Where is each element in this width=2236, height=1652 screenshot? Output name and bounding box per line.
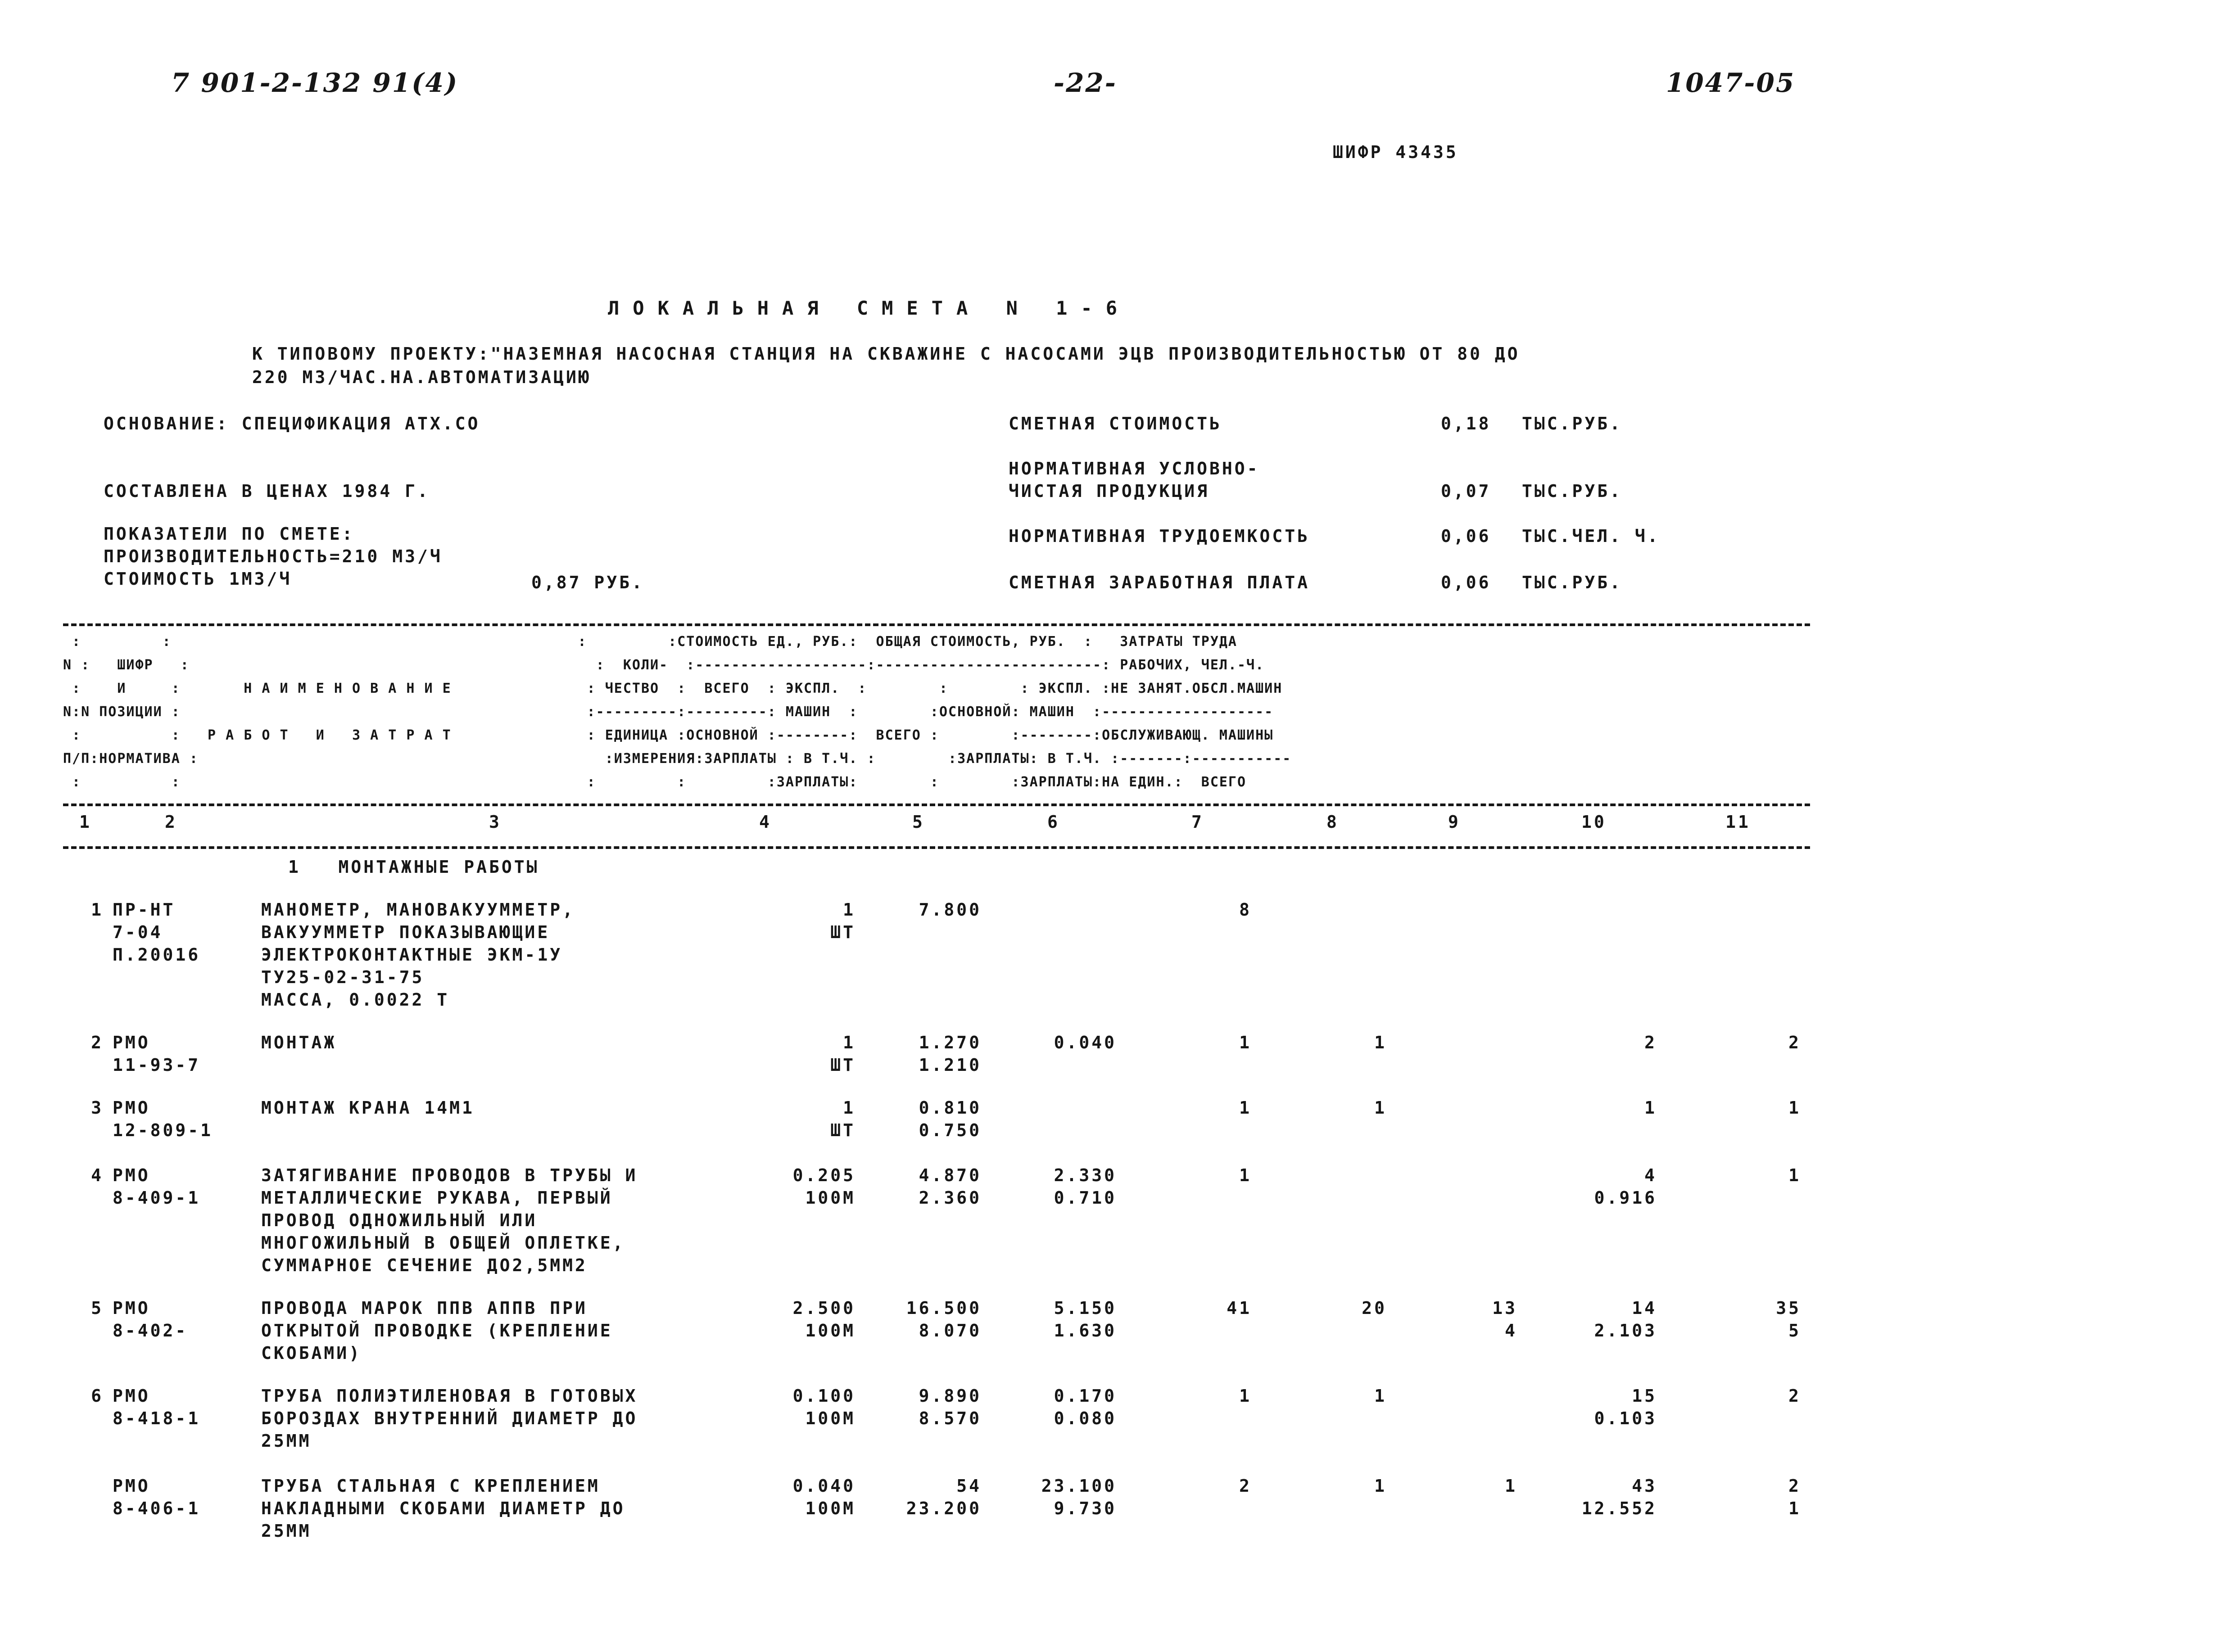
subtitle-line-2: 220 М3/ЧАС.НА.АВТОМАТИЗАЦИЮ [252,367,591,387]
cell-c7: 1 [1239,1386,1252,1406]
cell-name: СКОБАМИ) [261,1343,362,1363]
cell-num: 2 [91,1033,104,1052]
cell-name: МОНТАЖ [261,1033,337,1052]
section-title: 1 МОНТАЖНЫЕ РАБОТЫ [288,857,539,877]
cell-name: МАССА, 0.0022 Т [261,990,450,1010]
cell-c5: 54 [956,1476,982,1496]
basis-text: ОСНОВАНИЕ: СПЕЦИФИКАЦИЯ АТХ.СО [104,414,480,433]
cell-qty: ШТ [830,1055,855,1075]
cell-code: 8-409-1 [113,1188,201,1208]
cell-name: МОНТАЖ КРАНА 14М1 [261,1098,475,1118]
cell-c11: 35 [1776,1298,1801,1318]
col-num-8: 8 [1326,812,1339,832]
cell-c10: 0.916 [1594,1188,1657,1208]
cell-c6: 0.170 [1054,1386,1117,1406]
header-line-6: П/П:НОРМАТИВА : :ИЗМЕРЕНИЯ:ЗАРПЛАТЫ : В Т.Ч. : :ЗАРПЛАТЫ: В Т.Ч. :-------:----------- [63,751,1292,767]
cell-code: РМО [113,1298,150,1318]
cell-c10: 4 [1644,1165,1657,1185]
document-code: 7 901-2-132 91(4) [171,68,459,98]
cell-num: 3 [91,1098,104,1118]
cell-num: 5 [91,1298,104,1318]
cell-qty: 1 [843,900,855,920]
col-num-1: 1 [79,812,92,832]
cell-c7: 41 [1227,1298,1252,1318]
cell-code: ПР-НТ [113,900,176,920]
cell-c11: 1 [1788,1499,1801,1518]
cell-code: 7-04 [113,922,163,942]
cell-code: 8-418-1 [113,1408,201,1428]
header-line-2: N : ШИФР : : КОЛИ- :-------------------:-------------------------: РАБОЧИХ, ЧЕЛ.-Ч. [63,657,1265,673]
col-num-3: 3 [489,812,502,832]
productivity-text: ПРОИЗВОДИТЕЛЬНОСТЬ=210 М3/Ч [104,546,443,566]
header-line-4: N:N ПОЗИЦИИ : :---------:---------: МАШИН : :ОСНОВНОЙ: МАШИН :------------------- [63,704,1274,720]
cell-c5: 9.890 [919,1386,982,1406]
wage-fund-unit: ТЫС.РУБ. [1522,573,1623,592]
cell-qty: 1 [843,1098,855,1118]
cell-code: РМО [113,1165,150,1185]
cell-name: 25ММ [261,1431,312,1451]
cell-qty: 100М [805,1321,855,1341]
cell-c7: 1 [1239,1033,1252,1052]
cell-c5: 16.500 [906,1298,982,1318]
wage-fund-value: 0,06 [1441,573,1491,592]
cell-num: 1 [91,900,104,920]
cell-c6: 0.040 [1054,1033,1117,1052]
cell-qty: 0.040 [792,1476,855,1496]
cell-c11: 2 [1788,1386,1801,1406]
cell-c9: 4 [1505,1321,1517,1341]
cell-name: МНОГОЖИЛЬНЫЙ В ОБЩЕЙ ОПЛЕТКЕ, [261,1233,625,1253]
col-num-10: 10 [1581,812,1607,832]
indicators-label: ПОКАЗАТЕЛИ ПО СМЕТЕ: [104,524,355,544]
cell-name: ЗАТЯГИВАНИЕ ПРОВОДОВ В ТРУБЫ И [261,1165,638,1185]
cell-c6: 23.100 [1041,1476,1117,1496]
cell-c6: 2.330 [1054,1165,1117,1185]
cell-name: МАНОМЕТР, МАНОВАКУУММЕТР, [261,900,575,920]
cell-code: 8-402- [113,1321,188,1341]
estimate-cost-value: 0,18 [1441,414,1491,433]
cell-c8: 1 [1374,1386,1387,1406]
cell-c7: 8 [1239,900,1252,920]
cell-num: 6 [91,1386,104,1406]
cell-code: 12-809-1 [113,1120,213,1140]
cell-c8: 1 [1374,1033,1387,1052]
cell-qty: 1 [843,1033,855,1052]
table-top-rule [63,623,1810,626]
estimate-cost-label: СМЕТНАЯ СТОИМОСТЬ [1009,414,1222,433]
net-product-label-1: НОРМАТИВНАЯ УСЛОВНО- [1009,459,1260,478]
cell-c10: 0.103 [1594,1408,1657,1428]
cell-c8: 1 [1374,1098,1387,1118]
cell-c11: 2 [1788,1033,1801,1052]
cell-name: ВАКУУММЕТР ПОКАЗЫВАЮЩИЕ [261,922,550,942]
col-num-11: 11 [1725,812,1751,832]
cell-code: РМО [113,1386,150,1406]
cell-c6: 0.710 [1054,1188,1117,1208]
cell-qty: 0.205 [792,1165,855,1185]
album-number: 1047-05 [1666,68,1796,98]
cell-name: ОТКРЫТОЙ ПРОВОДКЕ (КРЕПЛЕНИЕ [261,1321,613,1341]
unit-cost-value: 0,87 РУБ. [531,573,644,592]
cell-name: НАКЛАДНЫМИ СКОБАМИ ДИАМЕТР ДО [261,1499,625,1518]
estimate-cost-unit: ТЫС.РУБ. [1522,414,1623,433]
header-bottom-rule [63,803,1810,806]
cell-c11: 1 [1788,1165,1801,1185]
cell-c8: 20 [1362,1298,1387,1318]
cell-qty: ШТ [830,922,855,942]
cell-c5: 8.570 [919,1408,982,1428]
cell-c10: 2.103 [1594,1321,1657,1341]
net-product-unit: ТЫС.РУБ. [1522,481,1623,501]
cell-c6: 1.630 [1054,1321,1117,1341]
cell-qty: 100М [805,1188,855,1208]
cell-c6: 0.080 [1054,1408,1117,1428]
header-line-1: : : : :СТОИМОСТЬ ЕД., РУБ.: ОБЩАЯ СТОИМОСТЬ, РУБ. : ЗАТРАТЫ ТРУДА [63,634,1237,650]
cell-c5: 7.800 [919,900,982,920]
cell-c11: 5 [1788,1321,1801,1341]
cell-c7: 1 [1239,1098,1252,1118]
cell-c10: 15 [1632,1386,1657,1406]
cell-code: 11-93-7 [113,1055,201,1075]
col-num-5: 5 [912,812,925,832]
cell-c5: 23.200 [906,1499,982,1518]
cell-c10: 1 [1644,1098,1657,1118]
cell-c10: 14 [1632,1298,1657,1318]
cell-c7: 1 [1239,1165,1252,1185]
cell-qty: 100М [805,1499,855,1518]
cell-c5: 0.750 [919,1120,982,1140]
cell-qty: ШТ [830,1120,855,1140]
net-product-label-2: ЧИСТАЯ ПРОДУКЦИЯ [1009,481,1210,501]
cell-c7: 2 [1239,1476,1252,1496]
col-num-7: 7 [1191,812,1204,832]
labor-intensity-label: НОРМАТИВНАЯ ТРУДОЕМКОСТЬ [1009,526,1310,546]
cell-code: 8-406-1 [113,1499,201,1518]
cell-c5: 1.270 [919,1033,982,1052]
net-product-value: 0,07 [1441,481,1491,501]
cell-c5: 2.360 [919,1188,982,1208]
col-num-9: 9 [1448,812,1461,832]
cell-name: СУММАРНОЕ СЕЧЕНИЕ ДО2,5ММ2 [261,1255,588,1275]
header-line-5: : : Р А Б О Т И З А Т Р А Т : ЕДИНИЦА :ОСНОВНОЙ :--------: ВСЕГО : :--------:ОБСЛУЖИВАЮЩ. МАШИНЫ [63,727,1274,743]
cell-c9: 13 [1492,1298,1517,1318]
cell-code: РМО [113,1033,150,1052]
labor-intensity-value: 0,06 [1441,526,1491,546]
cell-c8: 1 [1374,1476,1387,1496]
cell-c10: 12.552 [1581,1499,1657,1518]
cell-c5: 4.870 [919,1165,982,1185]
cell-name: ТУ25-02-31-75 [261,967,425,987]
cell-name: ПРОВОД ОДНОЖИЛЬНЫЙ ИЛИ [261,1210,538,1230]
labor-intensity-unit: ТЫС.ЧЕЛ. Ч. [1522,526,1660,546]
unit-cost-label: СТОИМОСТЬ 1М3/Ч [104,569,292,589]
cell-c10: 43 [1632,1476,1657,1496]
page-title: ЛОКАЛЬНАЯ СМЕТА N 1-6 [608,297,1131,319]
cell-name: МЕТАЛЛИЧЕСКИЕ РУКАВА, ПЕРВЫЙ [261,1188,613,1208]
wage-fund-label: СМЕТНАЯ ЗАРАБОТНАЯ ПЛАТА [1009,573,1310,592]
cell-name: 25ММ [261,1521,312,1541]
cell-c5: 1.210 [919,1055,982,1075]
cell-c11: 1 [1788,1098,1801,1118]
cell-name: ТРУБА СТАЛЬНАЯ С КРЕПЛЕНИЕМ [261,1476,600,1496]
col-num-2: 2 [165,812,177,832]
cipher: ШИФР 43435 [1333,142,1458,162]
cell-c11: 2 [1788,1476,1801,1496]
cell-qty: 100М [805,1408,855,1428]
numbers-bottom-rule [63,846,1810,849]
cell-num: 4 [91,1165,104,1185]
col-num-6: 6 [1047,812,1060,832]
subtitle-line-1: К ТИПОВОМУ ПРОЕКТУ:"НАЗЕМНАЯ НАСОСНАЯ СТАНЦИЯ НА СКВАЖИНЕ С НАСОСАМИ ЭЦВ ПРОИЗВОДИТЕЛЬНОСТЬЮ ОТ 80 ДО [252,344,1520,364]
cell-name: ТРУБА ПОЛИЭТИЛЕНОВАЯ В ГОТОВЫХ [261,1386,638,1406]
col-num-4: 4 [759,812,772,832]
cell-c6: 9.730 [1054,1499,1117,1518]
page-number: -22- [1054,68,1117,98]
cell-c10: 2 [1644,1033,1657,1052]
header-line-7: : : : : :ЗАРПЛАТЫ: : :ЗАРПЛАТЫ:НА ЕДИН.: ВСЕГО [63,774,1247,790]
cell-code: П.20016 [113,945,201,965]
compiled-prices-text: СОСТАВЛЕНА В ЦЕНАХ 1984 Г. [104,481,430,501]
header-line-3: : И : Н А И М Е Н О В А Н И Е : ЧЕСТВО : ВСЕГО : ЭКСПЛ. : : : ЭКСПЛ. :НЕ ЗАНЯТ.ОБСЛ.МАШИН [63,681,1283,696]
cell-c9: 1 [1505,1476,1517,1496]
cell-c5: 8.070 [919,1321,982,1341]
cell-name: ЭЛЕКТРОКОНТАКТНЫЕ ЭКМ-1У [261,945,563,965]
cell-code: РМО [113,1476,150,1496]
cell-qty: 2.500 [792,1298,855,1318]
cell-name: БОРОЗДАХ ВНУТРЕННИЙ ДИАМЕТР ДО [261,1408,638,1428]
cell-name: ПРОВОДА МАРОК ППВ АППВ ПРИ [261,1298,588,1318]
cell-qty: 0.100 [792,1386,855,1406]
cell-c5: 0.810 [919,1098,982,1118]
cell-c6: 5.150 [1054,1298,1117,1318]
cell-code: РМО [113,1098,150,1118]
